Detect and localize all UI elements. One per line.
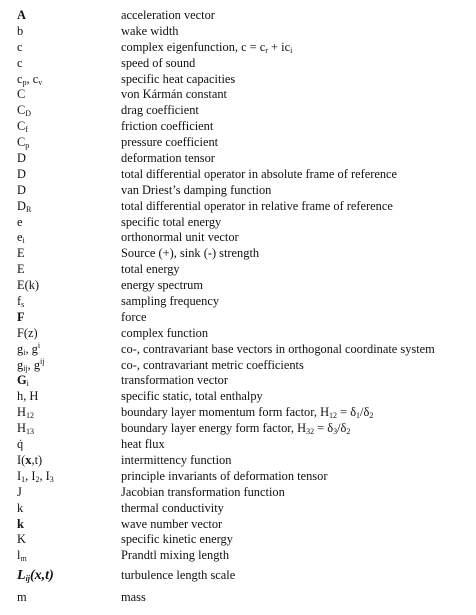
- symbol: m: [17, 590, 27, 605]
- nomenclature-row: [17, 87, 472, 103]
- symbol: D: [17, 182, 26, 197]
- definition: speed of sound: [121, 55, 196, 70]
- definition: Prandtl mixing length: [121, 548, 230, 563]
- nomenclature-row: [17, 167, 472, 183]
- definition: Jacobian transformation function: [121, 484, 285, 499]
- nomenclature-row: [17, 246, 472, 262]
- nomenclature-row: [17, 40, 472, 56]
- symbol: $e_i$: [17, 230, 25, 246]
- symbol: A: [17, 8, 26, 22]
- definition: co-, contravariant metric coefficients: [121, 357, 304, 372]
- definition: mass: [121, 590, 146, 605]
- definition: force: [121, 309, 147, 324]
- symbol: $D_R$: [17, 198, 32, 214]
- definition: drag coefficient: [121, 103, 199, 118]
- definition: deformation tensor: [121, 151, 215, 166]
- definition: total differential operator in relative frame of reference: [121, 198, 393, 213]
- nomenclature-row: [17, 8, 472, 24]
- nomenclature-row: [17, 564, 472, 587]
- definition: turbulence length scale: [121, 568, 236, 583]
- definition: complex function: [121, 325, 209, 340]
- symbol: F: [17, 309, 25, 324]
- symbol: $H_{13}$: [17, 421, 34, 437]
- definition: transformation vector: [121, 373, 229, 388]
- definition: boundary layer energy form factor, $H_{32} = \delta_3/\delta_2$: [121, 421, 351, 437]
- definition: heat flux: [121, 437, 165, 452]
- symbol: C: [17, 87, 26, 102]
- nomenclature-row: [17, 517, 472, 533]
- definition: acceleration vector: [121, 8, 215, 22]
- nomenclature-row: [17, 421, 472, 437]
- nomenclature-row: [17, 532, 472, 548]
- definition: van Driest’s damping function: [121, 182, 272, 197]
- symbol: $c_p$, $c_v$: [17, 71, 43, 87]
- definition: boundary layer momentum form factor, $H_{12} = \delta_1/\delta_2$: [121, 405, 374, 421]
- definition: orthonormal unit vector: [121, 230, 239, 245]
- symbol: $g_{ij}$, $g^{ij}$: [17, 356, 45, 373]
- symbol: k: [17, 516, 24, 531]
- nomenclature-row: [17, 262, 472, 278]
- symbol: q̇: [17, 437, 24, 452]
- definition: von Kármán constant: [121, 87, 227, 102]
- nomenclature-row: [17, 342, 472, 358]
- symbol: $G_i$: [17, 373, 29, 389]
- nomenclature-row: [17, 587, 472, 607]
- definition: pressure coefficient: [121, 135, 219, 150]
- symbol: c: [17, 39, 23, 54]
- nomenclature-row: [17, 310, 472, 326]
- definition: wave number vector: [121, 516, 223, 531]
- definition: Source (+), sink (-) strength: [121, 246, 260, 261]
- symbol: k: [17, 500, 24, 515]
- symbol: K: [17, 532, 26, 547]
- definition: total energy: [121, 262, 180, 277]
- nomenclature-row: [17, 294, 472, 310]
- symbol: $H_{12}$: [17, 405, 34, 421]
- nomenclature-row: [17, 215, 472, 231]
- nomenclature-row: [17, 501, 472, 517]
- definition: energy spectrum: [121, 278, 204, 293]
- definition: thermal conductivity: [121, 500, 224, 515]
- nomenclature-list: [17, 8, 472, 607]
- symbol: D: [17, 166, 26, 181]
- nomenclature-row: [17, 230, 472, 246]
- nomenclature-row: [17, 103, 472, 119]
- nomenclature-row: [17, 485, 472, 501]
- symbol: $L_{ij}(x,t)$: [17, 568, 54, 584]
- definition: sampling frequency: [121, 294, 220, 309]
- symbol: E(k): [17, 278, 40, 293]
- nomenclature-row: [17, 72, 472, 88]
- symbol: h, H: [17, 389, 39, 404]
- nomenclature-row: [17, 56, 472, 72]
- nomenclature-row: [17, 326, 472, 342]
- nomenclature-row: [17, 183, 472, 199]
- nomenclature-row: [17, 135, 472, 151]
- definition: co-, contravariant base vectors in orthogonal coordinate system: [121, 341, 435, 356]
- nomenclature-row: [17, 358, 472, 374]
- symbol: e: [17, 214, 23, 229]
- symbol: b: [17, 23, 24, 38]
- symbol: $f_s$: [17, 294, 25, 310]
- symbol: c: [17, 55, 23, 70]
- nomenclature-row: [17, 199, 472, 215]
- definition: wake width: [121, 23, 179, 38]
- symbol: $I_1$, $I_2$, $I_3$: [17, 468, 54, 484]
- nomenclature-row: [17, 151, 472, 167]
- definition: total differential operator in absolute frame of reference: [121, 166, 398, 181]
- symbol: E: [17, 262, 25, 277]
- nomenclature-row: [17, 437, 472, 453]
- symbol: E: [17, 246, 25, 261]
- definition: specific static, total enthalpy: [121, 389, 263, 404]
- symbol: $C_f$: [17, 119, 28, 135]
- nomenclature-row: [17, 548, 472, 564]
- symbol: J: [17, 484, 22, 499]
- definition: complex eigenfunction, $c = c_r + ic_i$: [121, 39, 293, 55]
- symbol: D: [17, 151, 26, 166]
- nomenclature-row: [17, 389, 472, 405]
- symbol: I(x,t): [17, 452, 43, 467]
- definition: specific heat capacities: [121, 71, 236, 86]
- definition: friction coefficient: [121, 119, 214, 134]
- symbol: $C_p$: [17, 135, 30, 151]
- nomenclature-row: [17, 373, 472, 389]
- definition: specific kinetic energy: [121, 532, 233, 547]
- definition: specific total energy: [121, 214, 222, 229]
- nomenclature-row: [17, 278, 472, 294]
- symbol: $C_D$: [17, 103, 32, 119]
- nomenclature-row: [17, 24, 472, 40]
- definition: intermittency function: [121, 452, 232, 467]
- symbol: $g_i$, $g^i$: [17, 340, 41, 357]
- nomenclature-row: [17, 119, 472, 135]
- nomenclature-row: [17, 405, 472, 421]
- definition: principle invariants of deformation tensor: [121, 468, 328, 483]
- symbol: $l_m$: [17, 548, 27, 564]
- nomenclature-row: [17, 453, 472, 469]
- symbol: F(z): [17, 325, 38, 340]
- nomenclature-row: [17, 469, 472, 485]
